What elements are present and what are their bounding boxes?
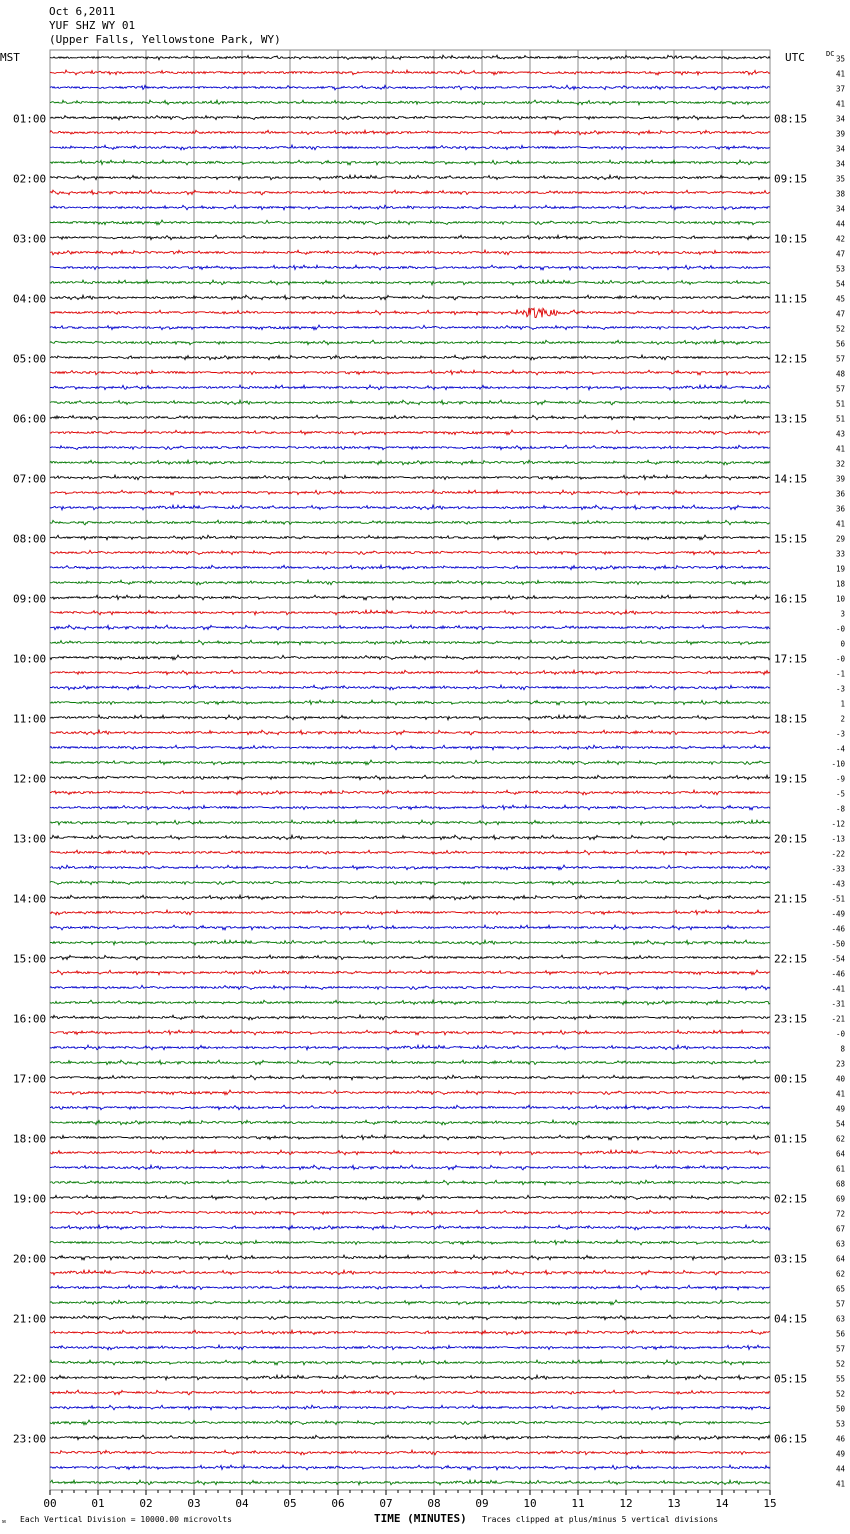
dc-offset-label: 34 [835, 204, 845, 214]
dc-offset-label: 34 [835, 144, 845, 154]
trace-row [50, 70, 770, 75]
dc-offset-label: -13 [831, 834, 845, 844]
x-tick-label: 07 [379, 1497, 393, 1510]
dc-offset-label: 33 [835, 549, 845, 559]
dc-offset-label: 44 [835, 1464, 845, 1474]
trace-row [50, 1285, 770, 1290]
right-hour-label: 11:15 [774, 292, 808, 306]
dc-offset-label: 51 [835, 414, 845, 424]
trace-row [50, 730, 770, 735]
dc-offset-label: 41 [835, 1479, 845, 1489]
dc-offset-label: -3 [835, 729, 845, 739]
right-hour-label: 17:15 [774, 652, 808, 666]
x-tick-label: 00 [43, 1497, 57, 1510]
right-hour-label: 19:15 [774, 772, 808, 786]
dc-offset-label: 34 [835, 159, 845, 169]
dc-offset-label: 47 [835, 309, 845, 319]
dc-offset-label: 57 [835, 1344, 845, 1354]
trace-row [50, 415, 770, 420]
trace-row [50, 835, 770, 840]
chart-title: YUF SHZ WY 01 [49, 19, 136, 32]
dc-offset-label: 42 [835, 234, 845, 244]
dc-offset-label: 32 [835, 459, 845, 469]
right-hour-label: 14:15 [774, 472, 808, 486]
trace-row [50, 370, 770, 375]
right-hour-label: 12:15 [774, 352, 808, 366]
right-hour-label: 00:15 [774, 1072, 808, 1086]
trace-row [50, 325, 770, 330]
right-hour-label: 13:15 [774, 412, 808, 426]
trace-row [50, 580, 770, 585]
trace-row [50, 1315, 770, 1320]
left-hour-label: 19:00 [13, 1192, 47, 1206]
trace-row [50, 820, 770, 825]
trace-row [50, 1150, 770, 1155]
x-tick-label: 10 [523, 1497, 537, 1510]
dc-offset-label: -21 [831, 1014, 845, 1024]
dc-offset-label: -4 [835, 744, 845, 754]
x-tick-label: 09 [475, 1497, 489, 1510]
trace-row [50, 445, 770, 450]
dc-offset-label: -54 [831, 954, 845, 964]
dc-offset-label: 10 [835, 594, 845, 604]
trace-row [50, 1435, 770, 1440]
trace-row [50, 610, 770, 615]
dc-offset-label: -0 [835, 654, 845, 664]
trace-row [50, 1375, 770, 1380]
dc-offset-label: 62 [835, 1134, 845, 1144]
trace-row [50, 490, 770, 495]
dc-offset-label: -3 [835, 684, 845, 694]
trace-row [50, 805, 770, 810]
trace-row [50, 430, 770, 435]
dc-offset-label: -50 [831, 939, 845, 949]
trace-row [50, 1240, 770, 1245]
trace-row [50, 475, 770, 480]
left-hour-label: 12:00 [13, 772, 47, 786]
dc-offset-label: 29 [835, 534, 845, 544]
chart-subtitle: (Upper Falls, Yellowstone Park, WY) [49, 33, 281, 46]
dc-offset-label: 37 [835, 84, 845, 94]
dc-offset-label: 38 [835, 189, 845, 199]
dc-offset-label: 64 [835, 1149, 845, 1159]
trace-row [50, 1300, 770, 1305]
right-hour-label: 02:15 [774, 1192, 808, 1206]
dc-offset-label: 8 [840, 1044, 845, 1054]
dc-offset-label: 19 [835, 564, 845, 574]
trace-row [50, 850, 770, 855]
trace-row [50, 925, 770, 930]
trace-row [50, 1420, 770, 1425]
trace-row [50, 700, 770, 705]
dc-offset-label: 23 [835, 1059, 845, 1069]
left-hour-label: 15:00 [13, 952, 47, 966]
dc-offset-label: 56 [835, 339, 845, 349]
x-tick-label: 08 [427, 1497, 441, 1510]
trace-row [50, 175, 770, 180]
dc-offset-label: 41 [835, 1089, 845, 1099]
right-hour-label: 05:15 [774, 1372, 808, 1386]
trace-row [50, 595, 770, 600]
dc-offset-label: -51 [831, 894, 845, 904]
dc-offset-label: -46 [831, 969, 845, 979]
x-tick-label: 12 [619, 1497, 633, 1510]
trace-row [50, 100, 770, 105]
trace-row [50, 130, 770, 135]
trace-row [50, 625, 770, 630]
left-hour-label: 17:00 [13, 1072, 47, 1086]
dc-offset-label: 63 [835, 1314, 845, 1324]
trace-row [50, 1360, 770, 1365]
right-hour-label: 10:15 [774, 232, 808, 246]
trace-row [50, 1225, 770, 1230]
dc-offset-label: 34 [835, 114, 845, 124]
trace-row [50, 190, 770, 195]
dc-offset-label: 52 [835, 1359, 845, 1369]
trace-row [50, 1450, 770, 1455]
dc-offset-label: 39 [835, 129, 845, 139]
x-axis-label: TIME (MINUTES) [374, 1512, 467, 1525]
left-hour-label: 08:00 [13, 532, 47, 546]
dc-offset-label: 0 [840, 639, 845, 649]
right-hour-label: 21:15 [774, 892, 808, 906]
right-hour-label: 22:15 [774, 952, 808, 966]
dc-offset-label: 72 [835, 1209, 845, 1219]
dc-offset-label: -49 [831, 909, 845, 919]
x-tick-label: 05 [283, 1497, 297, 1510]
dc-offset-label: 41 [835, 69, 845, 79]
trace-row [50, 1255, 770, 1260]
dc-offset-label: -41 [831, 984, 845, 994]
dc-offset-label: 18 [835, 579, 845, 589]
trace-row [50, 1270, 770, 1275]
left-hour-label: 05:00 [13, 352, 47, 366]
trace-row [50, 1345, 770, 1350]
trace-row [50, 1165, 770, 1170]
dc-offset-label: 53 [835, 1419, 845, 1429]
dc-offset-label: 49 [835, 1104, 845, 1114]
dc-offset-label: 57 [835, 384, 845, 394]
trace-row [50, 1000, 770, 1005]
left-hour-label: 18:00 [13, 1132, 47, 1146]
trace-row [50, 1330, 770, 1335]
trace-row [50, 220, 770, 225]
trace-row [50, 1060, 770, 1065]
dc-offset-label: 46 [835, 1434, 845, 1444]
dc-offset-label: 39 [835, 474, 845, 484]
dc-offset-label: 63 [835, 1239, 845, 1249]
dc-offset-label: 44 [835, 219, 845, 229]
trace-row [50, 145, 770, 150]
dc-offset-label: -8 [835, 804, 845, 814]
left-hour-label: 03:00 [13, 232, 47, 246]
dc-offset-label: 35 [835, 174, 845, 184]
dc-offset-label: 41 [835, 519, 845, 529]
dc-offset-label: -1 [835, 669, 845, 679]
trace-row [50, 1045, 770, 1050]
left-hour-label: 10:00 [13, 652, 47, 666]
left-hour-label: 07:00 [13, 472, 47, 486]
dc-label: DC [826, 50, 835, 58]
right-hour-label: 04:15 [774, 1312, 808, 1326]
dc-offset-label: 35 [835, 54, 845, 64]
dc-offset-label: 54 [835, 1119, 845, 1129]
dc-offset-label: 53 [835, 264, 845, 274]
corner-mark: ᴍ [2, 1518, 6, 1525]
dc-offset-label: -33 [831, 864, 845, 874]
dc-offset-label: 36 [835, 489, 845, 499]
trace-row [50, 955, 770, 960]
right-hour-label: 06:15 [774, 1432, 808, 1446]
trace-row [50, 1195, 770, 1200]
dc-offset-label: 49 [835, 1449, 845, 1459]
trace-row [50, 460, 770, 465]
left-hour-label: 04:00 [13, 292, 47, 306]
trace-row [50, 1465, 770, 1470]
left-hour-label: 21:00 [13, 1312, 47, 1326]
trace-row [50, 940, 770, 945]
dc-offset-label: -22 [831, 849, 845, 859]
right-hour-label: 09:15 [774, 172, 808, 186]
right-hour-label: 03:15 [774, 1252, 808, 1266]
left-hour-label: 13:00 [13, 832, 47, 846]
trace-row [50, 1030, 770, 1035]
dc-offset-label: -12 [831, 819, 845, 829]
trace-row [50, 235, 770, 240]
left-hour-label: 22:00 [13, 1372, 47, 1386]
x-tick-label: 06 [331, 1497, 345, 1510]
right-hour-label: 18:15 [774, 712, 808, 726]
trace-row [50, 160, 770, 165]
right-hour-label: 01:15 [774, 1132, 808, 1146]
trace-row [50, 790, 770, 795]
scale-note: Each Vertical Division = 10000.00 microvolts [20, 1515, 232, 1524]
dc-offset-label: -46 [831, 924, 845, 934]
trace-row [50, 1105, 770, 1110]
trace-row [50, 295, 770, 300]
trace-row [50, 880, 770, 885]
trace-row [50, 910, 770, 915]
trace-row [50, 280, 770, 285]
dc-offset-label: 40 [835, 1074, 845, 1084]
dc-offset-label: 45 [835, 294, 845, 304]
dc-offset-label: 57 [835, 354, 845, 364]
dc-offset-label: 50 [835, 1404, 845, 1414]
dc-offset-label: 64 [835, 1254, 845, 1264]
x-tick-label: 14 [715, 1497, 729, 1510]
x-tick-label: 01 [91, 1497, 105, 1510]
trace-row [50, 640, 770, 645]
trace-row [50, 985, 770, 989]
dc-offset-label: 54 [835, 279, 845, 289]
trace-row [50, 355, 770, 360]
trace-row [50, 1135, 770, 1140]
dc-offset-label: -9 [835, 774, 845, 784]
trace-row [50, 670, 770, 675]
dc-offset-label: 67 [835, 1224, 845, 1234]
trace-row [50, 1480, 770, 1485]
dc-offset-label: 55 [835, 1374, 845, 1384]
dc-offset-label: 56 [835, 1329, 845, 1339]
trace-row [50, 655, 770, 660]
dc-offset-label: 65 [835, 1284, 845, 1294]
trace-row [50, 505, 770, 510]
trace-row [50, 1120, 770, 1125]
x-tick-label: 11 [571, 1497, 585, 1510]
dc-offset-label: 61 [835, 1164, 845, 1174]
dc-offset-label: 52 [835, 1389, 845, 1399]
right-timezone-label: UTC [785, 51, 805, 64]
trace-row [50, 865, 770, 870]
trace-row [50, 565, 770, 570]
trace-row [50, 895, 770, 900]
dc-offset-label: 57 [835, 1299, 845, 1309]
trace-row [50, 715, 770, 720]
trace-row [50, 1210, 770, 1215]
trace-row [50, 1390, 770, 1395]
trace-row [50, 520, 770, 525]
dc-offset-label: -0 [835, 1029, 845, 1039]
trace-row [50, 1090, 770, 1095]
x-tick-label: 03 [187, 1497, 201, 1510]
left-hour-label: 01:00 [13, 112, 47, 126]
trace-row [50, 1015, 770, 1020]
dc-offset-label: 41 [835, 99, 845, 109]
trace-row [50, 685, 770, 690]
right-hour-label: 16:15 [774, 592, 808, 606]
trace-row [50, 1405, 770, 1410]
dc-offset-label: 43 [835, 429, 845, 439]
dc-offset-label: -0 [835, 624, 845, 634]
trace-row [50, 55, 770, 60]
dc-offset-label: 62 [835, 1269, 845, 1279]
trace-row [50, 265, 770, 270]
chart-date: Oct 6,2011 [49, 5, 116, 18]
dc-offset-label: -5 [835, 789, 845, 799]
dc-offset-label: -31 [831, 999, 845, 1009]
trace-row [50, 205, 770, 210]
dc-offset-label: 48 [835, 369, 845, 379]
trace-row [50, 308, 770, 318]
trace-row [50, 550, 770, 555]
x-tick-label: 04 [235, 1497, 249, 1510]
trace-row [50, 745, 770, 750]
dc-offset-label: 47 [835, 249, 845, 259]
right-hour-label: 23:15 [774, 1012, 808, 1026]
trace-row [50, 1075, 770, 1080]
dc-offset-label: 52 [835, 324, 845, 334]
x-tick-label: 15 [763, 1497, 777, 1510]
dc-offset-label: 51 [835, 399, 845, 409]
dc-offset-label: -43 [831, 879, 845, 889]
dc-offset-label: 68 [835, 1179, 845, 1189]
left-hour-label: 11:00 [13, 712, 47, 726]
right-hour-label: 15:15 [774, 532, 808, 546]
left-hour-label: 02:00 [13, 172, 47, 186]
trace-row [50, 1180, 770, 1185]
right-hour-label: 20:15 [774, 832, 808, 846]
dc-offset-label: -10 [831, 759, 845, 769]
left-hour-label: 09:00 [13, 592, 47, 606]
right-hour-label: 08:15 [774, 112, 808, 126]
x-tick-label: 02 [139, 1497, 153, 1510]
dc-offset-label: 36 [835, 504, 845, 514]
left-hour-label: 16:00 [13, 1012, 47, 1026]
left-timezone-label: MST [0, 51, 20, 64]
trace-row [50, 115, 770, 120]
x-tick-label: 13 [667, 1497, 681, 1510]
dc-offset-label: 41 [835, 444, 845, 454]
trace-row [50, 85, 770, 90]
dc-offset-label: 1 [840, 699, 845, 709]
dc-offset-label: 69 [835, 1194, 845, 1204]
trace-row [50, 775, 770, 780]
left-hour-label: 23:00 [13, 1432, 47, 1446]
clip-note: Traces clipped at plus/minus 5 vertical divisions [482, 1515, 719, 1524]
trace-row [50, 400, 770, 405]
dc-offset-label: 3 [840, 609, 845, 619]
left-hour-label: 20:00 [13, 1252, 47, 1266]
left-hour-label: 14:00 [13, 892, 47, 906]
trace-row [50, 385, 770, 390]
trace-row [50, 250, 770, 255]
trace-row [50, 970, 770, 975]
trace-layer [50, 55, 770, 1485]
trace-row [50, 535, 770, 540]
left-hour-label: 06:00 [13, 412, 47, 426]
label-layer [0, 50, 845, 1510]
trace-row [50, 760, 770, 765]
dc-offset-label: 2 [840, 714, 845, 724]
trace-row [50, 340, 770, 345]
